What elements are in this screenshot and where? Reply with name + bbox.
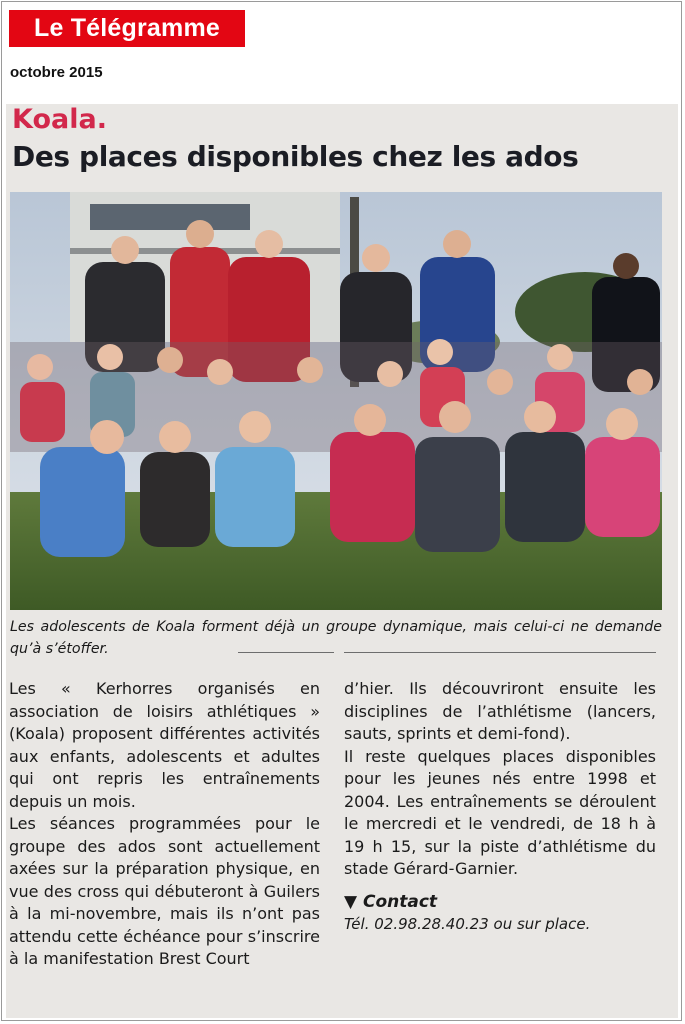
- contact-phone: Tél. 02.98.28.40.23 ou sur place.: [344, 915, 591, 933]
- newspaper-logo: Le Télégramme: [9, 10, 245, 47]
- left-paragraph-2: Les séances programmées pour le groupe des ados sont actuellement axées sur la préparation physique, en vue des cross qui débuteront à Guilers à la mi-novembre, mais ils n’ont pas attendu cette échéance pour s’inscrire à la manifestation Brest Court: [9, 814, 320, 968]
- triangle-down-icon: ▼: [344, 891, 358, 912]
- photo-caption: Les adolescents de Koala forment déjà un groupe dynamique, mais celui-ci ne demande qu’à s’étoffer.: [10, 619, 662, 657]
- article-column-left: [9, 678, 320, 971]
- issue-date: octobre 2015: [10, 64, 103, 81]
- article-kicker: Koala.: [12, 104, 107, 135]
- article-headline: Des places disponibles chez les ados: [12, 140, 579, 173]
- caption-rule-right: [344, 652, 656, 653]
- article-column-right: [344, 678, 656, 936]
- contact-heading: [344, 891, 656, 914]
- right-paragraph-1: d’hier. Ils découvriront ensuite les disciplines de l’athlétisme (lancers, sauts, sprints et demi-fond).: [344, 679, 656, 743]
- newspaper-clipping: [6, 104, 678, 1018]
- group-photo-image: [10, 192, 662, 610]
- contact-heading-label: Contact: [363, 891, 438, 912]
- caption-rule-left: [238, 652, 334, 653]
- right-paragraph-2: Il reste quelques places disponibles pour les jeunes nés entre 1998 et 2004. Les entraînements se déroulent le mercredi et le vendredi, de 18 h à 19 h 15, sur la piste d’athlétisme du stade Gérard-Garnier.: [344, 746, 656, 878]
- left-paragraph-1: Les « Kerhorres organisés en association de loisirs athlétiques » (Koala) proposent différentes activités aux enfants, adolescents et adultes qui ont repris les entraînements depuis un mois.: [9, 679, 320, 811]
- group-photo: [10, 192, 662, 610]
